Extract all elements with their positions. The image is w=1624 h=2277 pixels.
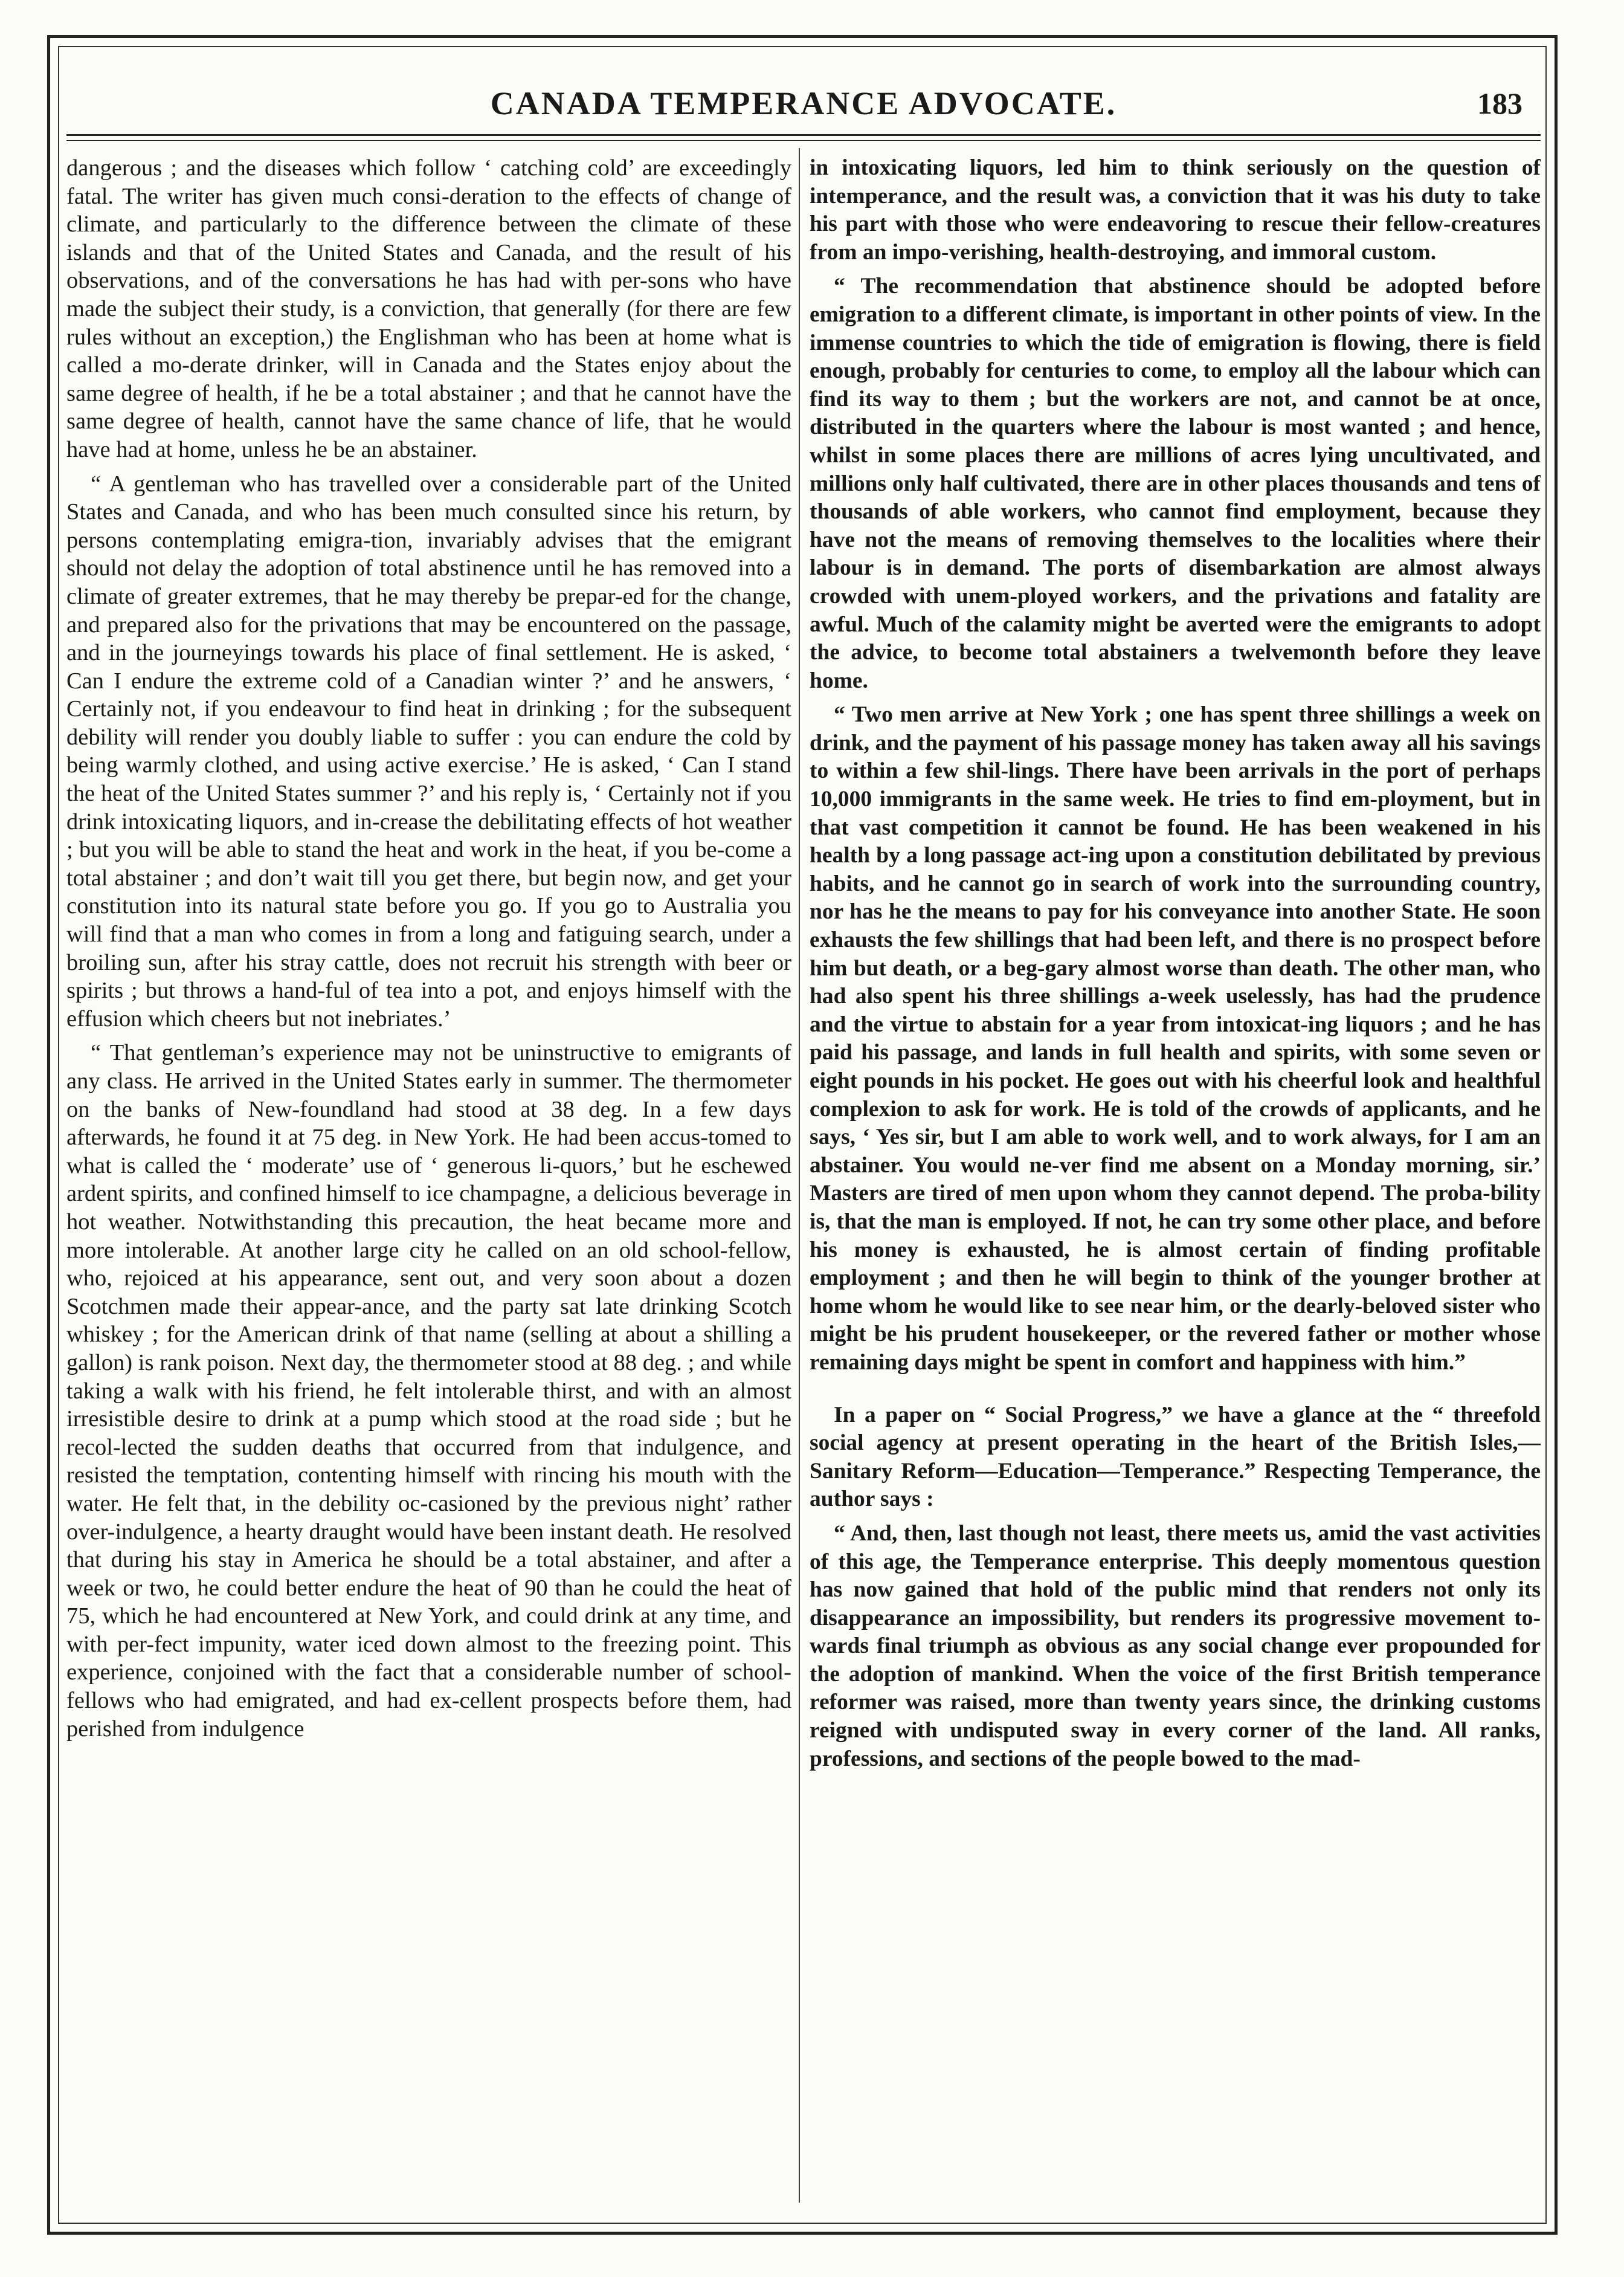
paragraph: dangerous ; and the diseases which follow ‘ catching cold’ are exceedingly fatal. The writer has given much consi-deration to the effects of change of climate, and particularly to the difference between the climate of these islands and that of the United States and Canada, and the result of his observations, and of the conversations he has had with per-sons who have made the subject their study, is a conviction, that generally (for there are few rules without an exception,) the Englishman who has been at home what is called a mo-derate drinker, will in Canada and the States enjoy about the same degree of health, if he be a total abstainer ; and that he cannot have the same degree of health, cannot have the same chance of life, that he would have had at home, unless he be an abstainer. (66, 155, 791, 462)
paragraph: “ A gentleman who has travelled over a considerable part of the United States and Canada, and who has been much consulted since his return, by persons contemplating emigra-tion, invariably advises that the emigrant should not delay the adoption of total abstinence until he has removed into a climate of greater extremes, that he may thereby be prepar-ed for the change, and prepared also for the privations that may be encountered on the passage, and in the journeyings towards his place of final settlement. He is asked, ‘ Can I endure the extreme cold of a Canadian winter ?’ and he answers, ‘ Certainly not, if you endeavour to find heat in drinking ; for the subsequent debility will render you doubly liable to suffer : you can endure the cold by being warmly clothed, and using active exercise.’ He is asked, ‘ Can I stand the heat of the United States summer ?’ and his reply is, ‘ Certainly not if you drink intoxicating liquors, and in-crease the debilitating effects of hot weather ; but you will be able to stand the heat and work in the heat, if you be-come a total abstainer ; and don’t wait till you get there, but begin now, and get your constitution into its natural state before you go. If you go to Australia you will find that a man who comes in from a long and fatiguing search, under a broiling sun, after his stray cattle, does not recruit his strength with beer or spirits ; but throws a hand-ful of tea into a pot, and enjoys himself with the effusion which cheers but not inebriates.’ (66, 471, 791, 1032)
left-column (66, 154, 791, 2197)
paragraph: “ That gentleman’s experience may not be uninstructive to emigrants of any class. He arrived in the United States early in summer. The thermometer on the banks of New-foundland had stood at 38 deg. In a few days afterwards, he found it at 75 deg. in New York. He had been accus-tomed to what is called the ‘ moderate’ use of ‘ generous li-quors,’ but he eschewed ardent spirits, and confined himself to ice champagne, a delicious beverage in hot weather. Notwithstanding this precaution, the heat became more and more intolerable. At another large city he called on an old school-fellow, who, rejoiced at his appearance, sent out, and very soon about a dozen Scotchmen made their appear-ance, and the party sat late drinking Scotch whiskey ; for the American drink of that name (selling at about a shilling a gallon) is rank poison. Next day, the thermometer stood at 88 deg. ; and while taking a walk with his friend, he felt intolerable thirst, and with an almost irresistible desire to drink at a pump which stood at the road side ; but he recol-lected the sudden deaths that occurred from that indulgence, and resisted the temptation, contenting himself with rincing his mouth with the water. He felt that, in the debility oc-casioned by the previous night’ rather over-indulgence, a hearty draught would have been instant death. He resolved that during his stay in America he should be a total abstainer, and after a week or two, he could better endure the heat of 90 than he could the heat of 75, which he had encountered at New York, and could drink at any time, and with per-fect impunity, water iced down almost to the freezing point. This experience, conjoined with the fact that a considerable number of school-fellows who had emigrated, and had ex-cellent prospects before them, had perished from indulgence (66, 1040, 791, 1742)
page-header (66, 85, 1541, 133)
paragraph: “ And, then, last though not least, there meets us, amid the vast activities of this age, the Temperance enterprise. This deeply momentous question has now gained that hold of the public mind that renders not only its disappearance an impossibility, but renders its progressive movement to-wards final triumph as obvious as any social change ever propounded for the adoption of mankind. When the voice of the first British temperance reformer was raised, more than twenty years since, the drinking customs reigned with undisputed sway in every corner of the land. All ranks, professions, and sections of the people bowed to the mad- (810, 1520, 1541, 1771)
column-divider (799, 148, 800, 2203)
masthead-title: CANADA TEMPERANCE ADVOCATE. (490, 85, 1117, 121)
paragraph: “ Two men arrive at New York ; one has spent three shillings a week on drink, and the payment of his passage money has taken away all his savings to within a few shil-lings. There have been arrivals in the port of perhaps 10,000 immigrants in the same week. He tries to find em-ployment, but in that vast competition it cannot be found. He has been weakened in his health by a long passage act-ing upon a constitution debilitated by previous habits, and he cannot go in search of work into the surrounding country, nor has he the means to pay for his conveyance into another State. He soon exhausts the few shillings that had been left, and there is no prospect before him but death, or a beg-gary almost worse than death. The other man, who had also spent his three shillings a-week uselessly, has had the prudence and the virtue to abstain for a year from intoxicat-ing liquors ; and he has paid his passage, and lands in full health and spirits, with some seven or eight pounds in his pocket. He goes out with his cheerful look and healthful complexion to ask for work. He is told of the crowds of applicants, and he says, ‘ Yes sir, but I am able to work well, and to work always, for I am an abstainer. You would ne-ver find me absent on a Monday morning, sir.’ Masters are tired of men upon whom they cannot depend. The proba-bility is, that the man is employed. If not, he can try some other place, and before his money is exhausted, he is almost certain of finding profitable employment ; and then he will begin to think of the younger brother at home whom he would like to see near him, or the dearly-beloved sister who might be his prudent housekeeper, or the revered father or mother whose remaining days might be spent in comfort and happiness with him.” (810, 702, 1541, 1375)
right-column (810, 154, 1541, 2197)
page-number: 183 (1477, 86, 1522, 120)
header-rule-thick (66, 134, 1541, 136)
paragraph: in intoxicating liquors, led him to think seriously on the question of intemperance, and the result was, a conviction that it was his duty to take his part with those who were endeavoring to rescue their fellow-creatures from an impo-verishing, health-destroying, and immoral custom. (810, 155, 1541, 265)
paragraph: In a paper on “ Social Progress,” we have a glance at the “ threefold social agency at present operating in the heart of the British Isles,—Sanitary Reform—Education—Temperance.” Respecting Temperance, the author says : (810, 1402, 1541, 1512)
header-rule-thin (66, 140, 1541, 141)
paragraph: “ The recommendation that abstinence should be adopted before emigration to a different climate, is important in other points of view. In the immense countries to which the tide of emigration is flowing, there is field enough, probably for centuries to come, to employ all the labour which can find its way to them ; but the workers are not, and cannot be at once, distributed in the quarters where the labour is most wanted ; and hence, whilst in some places there are millions of acres lying uncultivated, and millions only half cultivated, there are in other places thousands and tens of thousands of able workers, who cannot find employment, because they have not the means of removing themselves to the localities where their labour is in demand. The ports of disembarkation are almost always crowded with unem-ployed workers, and the privations and fatality are awful. Much of the calamity might be averted were the emigrants to adopt the advice, to become total abstainers a twelvemonth before they leave home. (810, 274, 1541, 693)
